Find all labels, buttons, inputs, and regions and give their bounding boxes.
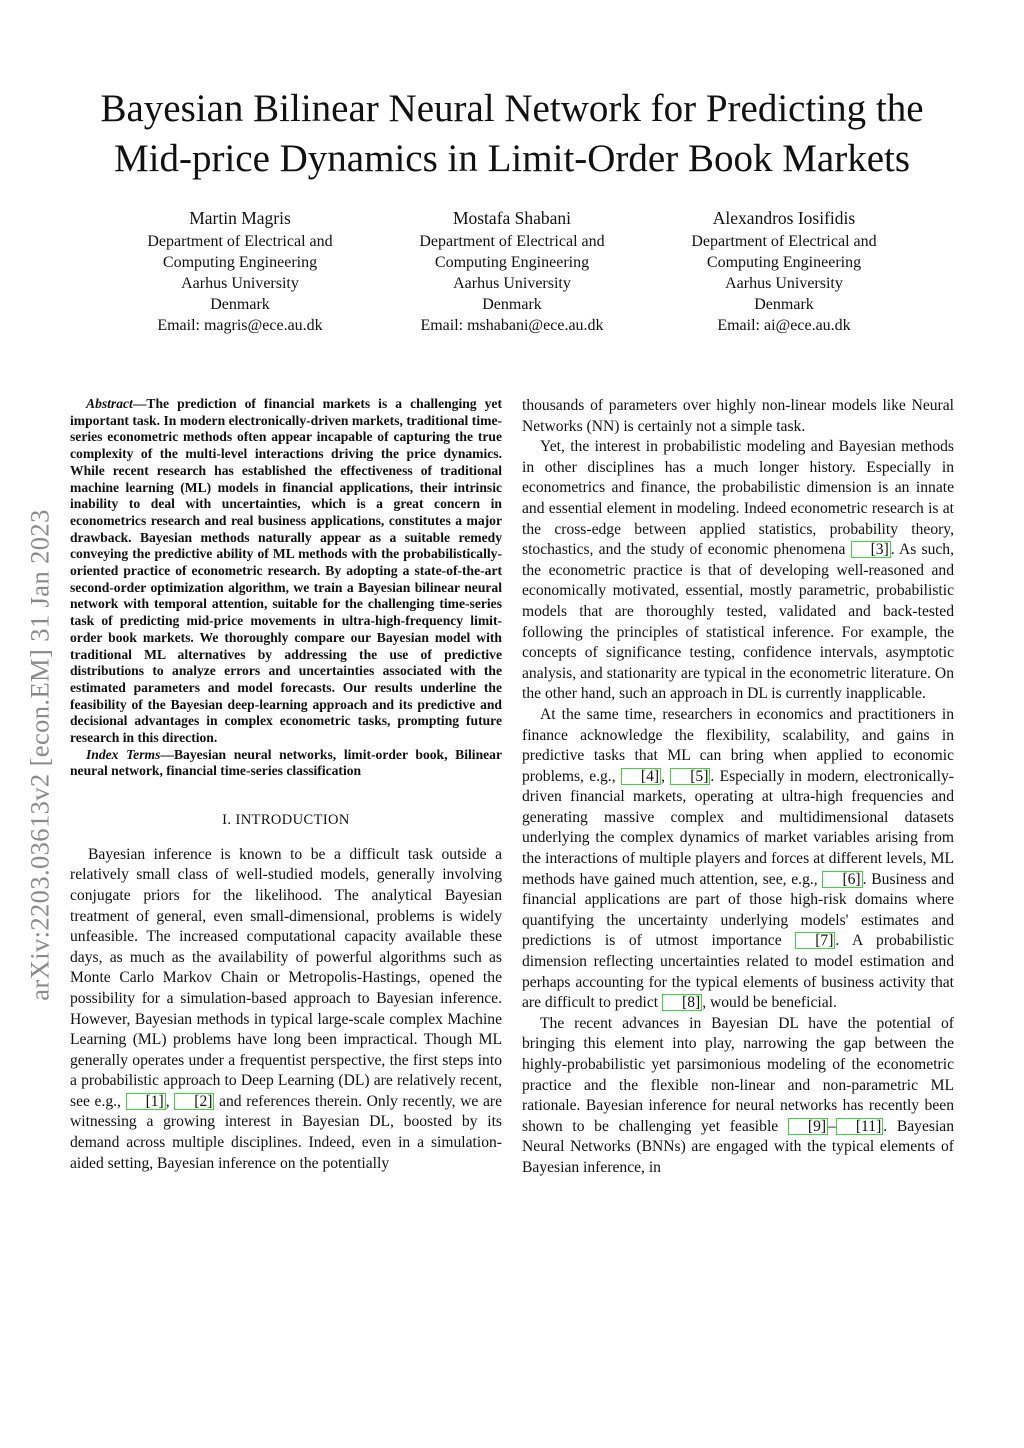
section-number: I. — [222, 812, 236, 829]
paragraph-text: , would be beneficial. — [702, 994, 837, 1012]
section-title-initial: I — [235, 812, 241, 829]
author-dept: Department of Electrical and — [147, 233, 333, 250]
intro-paragraph-1 — [70, 845, 502, 1175]
author-email[interactable]: Email: ai@ece.au.dk — [717, 317, 851, 334]
author-3 — [654, 205, 914, 336]
citation-link[interactable]: [11] — [836, 1118, 883, 1135]
paragraph-text: Bayesian inference is known to be a difficult task outside a relatively small class of well-studied models, generally involving conjugate priors for the likelihood. The analytical Bayesian treatment of general, even small-dimensional, problems is widely unfeasible. The increased computational capacity available these days, as much as the availability of powerful algorithms such as Monte Carlo Markov Chain or Metropolis-Hastings, opened the possibility for a simulation-based approach to Bayesian inference. However, Bayesian methods in typical large-scale complex Machine Learning (ML) problems have long been impractical. Though ML generally operates under a frequentist perspective, the first steps into a probabilistic approach to Deep Learning (DL) are relatively recent, see e.g., — [70, 845, 502, 1110]
paragraph-text: , — [165, 1092, 175, 1110]
paragraph-text: . A probabilistic dimension reflecting uncertainties related to model estimation and perhaps accounting for the typical elements of business activity that are difficult to predict — [522, 932, 954, 1012]
author-2 — [382, 205, 642, 336]
author-block — [0, 205, 1024, 345]
author-dept: Department of Electrical and — [691, 233, 877, 250]
citation-link[interactable]: [6] — [822, 871, 862, 888]
intro-paragraph-2 — [522, 437, 954, 705]
paragraph-text: , — [661, 767, 671, 785]
author-dept: Department of Electrical and — [419, 233, 605, 250]
author-dept: Computing Engineering — [434, 254, 590, 271]
citation-link[interactable]: [7] — [795, 932, 835, 949]
author-university: Aarhus University — [181, 275, 299, 292]
paragraph-text: . As such, the econometric practice is that of developing well-reasoned and economically motivated, essential, mostly parametric, probabilistic models that are thoroughly tested, validated and back-tested following the principles of statistical inference. For example, the concepts of significance testing, confidence intervals, asymptotic analysis, and stationarity are typical in the econometric literature. On the other hand, such an approach in DL is currently inapplicable. — [522, 541, 954, 703]
section-title-rest: NTRODUCTION — [240, 812, 350, 829]
citation-link[interactable]: [9] — [788, 1118, 828, 1135]
left-column — [70, 396, 502, 1174]
author-country: Denmark — [482, 296, 542, 313]
right-column — [522, 396, 954, 1179]
paragraph-text: Yet, the interest in probabilistic modeling and Bayesian methods in other disciplines has a much longer history. Especially in econometrics and finance, the probabilistic dimension is an innate and essential element in modeling. Indeed econometric research is at the cross-edge between applied statistics, probability theory, stochastics, and the study of economic phenomena — [522, 438, 954, 559]
title-line-2: Mid-price Dynamics in Limit-Order Book Markets — [113, 137, 911, 180]
intro-paragraph-continued: thousands of parameters over highly non-linear models like Neural Networks (NN) is certainly not a simple task. — [522, 397, 954, 435]
intro-paragraph-3 — [522, 705, 954, 1014]
paragraph-text: – — [828, 1117, 836, 1135]
author-name: Mostafa Shabani — [452, 208, 572, 228]
index-terms-label: Index Terms — [86, 746, 161, 762]
author-1 — [110, 205, 370, 336]
arxiv-sidebar — [12, 430, 68, 1080]
paragraph-text: . Especially in modern, electronically-driven financial markets, operating at ultra-high frequencies and generating massive complex and multidimensional datasets underlying the complex dynamics of market variables arising from the interactions of multiple players and forces at different levels, ML methods have gained much attention, see, e.g., — [522, 767, 954, 888]
paragraph-text: and references therein. Only recently, we are witnessing a growing interest in Bayesian DL, boosted by its demand across multiple disciplines. Indeed, even in a simulation-aided setting, Bayesian inference on the potentially — [70, 1092, 503, 1172]
citation-link[interactable]: [8] — [662, 994, 702, 1011]
paragraph-text: . Bayesian Neural Networks (BNNs) are engaged with the typical elements of Bayesian inference, in — [522, 1117, 954, 1176]
index-terms-text: —Bayesian neural networks, limit-order book, Bilinear neural network, financial time-series classification — [70, 746, 502, 779]
citation-link[interactable]: [4] — [621, 768, 661, 785]
paragraph-text: . Business and financial applications are part of those high-risk domains where quantifying the uncertainty underlying models' estimates and predictions is of utmost importance — [522, 870, 954, 950]
author-email[interactable]: Email: magris@ece.au.dk — [157, 317, 323, 334]
abstract-label: Abstract — [86, 396, 133, 411]
paragraph-text: The recent advances in Bayesian DL have the potential of bringing this element into play, narrowing the gap between the highly-probabilistic yet parsimonious modeling of the econometric practice and the flexible non-linear and non-parametric ML rationale. Bayesian inference for neural networks has recently been shown to be challenging yet feasible — [522, 1014, 954, 1135]
section-heading-introduction — [70, 810, 502, 831]
author-university: Aarhus University — [725, 275, 843, 292]
citation-link[interactable]: [3] — [851, 541, 891, 558]
author-country: Denmark — [210, 296, 270, 313]
abstract — [70, 396, 502, 747]
paragraph-text: At the same time, researchers in economics and practitioners in finance acknowledge the flexibility, scalability, and gains in predictive tasks that ML can bring when applied to economic problems, e.g., — [522, 705, 954, 785]
abstract-text: —The prediction of financial markets is a challenging yet important task. In modern electronically-driven markets, traditional time-series econometric methods often appear incapable of capturing the true complexity of the multi-level interactions driving the price dynamics. While recent research has established the effectiveness of traditional machine learning (ML) models in financial applications, their intrinsic inability to deal with uncertainties, which is a great concern in econometrics research and real business applications, constitutes a major drawback. Bayesian methods naturally appear as a suitable remedy conveying the predictive ability of ML methods with the probabilistically-oriented practice of econometric research. By adopting a state-of-the-art second-order optimization algorithm, we train a Bayesian bilinear neural network with temporal attention, suitable for the challenging time-series task of predicting mid-price movements in ultra-high-frequency limit-order book markets. We thoroughly compare our Bayesian model with traditional ML alternatives by addressing the use of predictive distributions to analyze errors and uncertainties associated with the estimated parameters and model forecasts. Our results underline the feasibility of the Bayesian deep-learning approach and its predictive and decisional advantages in complex econometric tasks, prompting future research in this direction. — [70, 396, 502, 746]
author-university: Aarhus University — [453, 275, 571, 292]
title-line-1: Bayesian Bilinear Neural Network for Predicting the — [100, 87, 924, 130]
author-dept: Computing Engineering — [162, 254, 318, 271]
author-dept: Computing Engineering — [706, 254, 862, 271]
citation-link[interactable]: [5] — [670, 768, 710, 785]
citation-link[interactable]: [1] — [126, 1093, 166, 1110]
author-name: Alexandros Iosifidis — [712, 208, 856, 228]
paper-title — [40, 84, 984, 184]
index-terms — [70, 747, 502, 780]
author-name: Martin Magris — [189, 208, 291, 228]
author-email[interactable]: Email: mshabani@ece.au.dk — [420, 317, 604, 334]
citation-link[interactable]: [2] — [174, 1093, 214, 1110]
intro-paragraph-4 — [522, 1014, 954, 1179]
author-country: Denmark — [754, 296, 814, 313]
arxiv-identifier[interactable]: arXiv:2203.03613v2 [econ.EM] 31 Jan 2023 — [24, 509, 55, 1001]
